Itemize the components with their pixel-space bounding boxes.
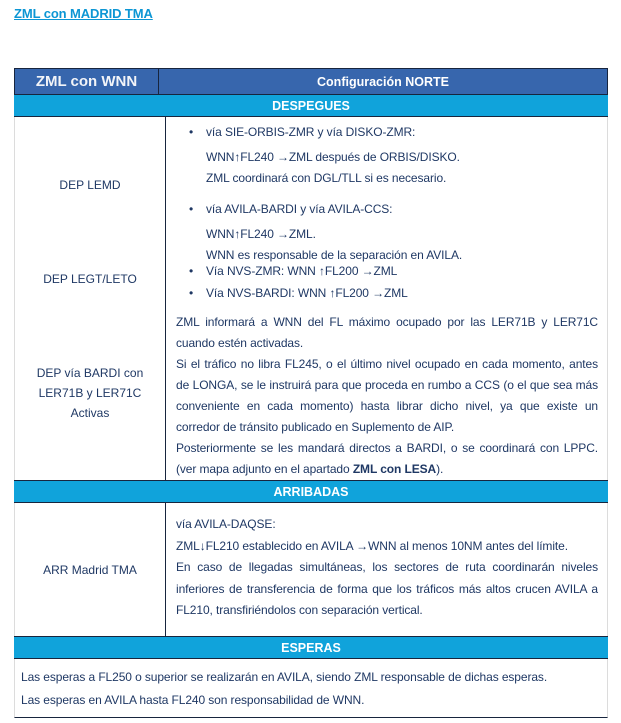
row-content-dep-legt-leto xyxy=(166,252,607,305)
doc-title-link[interactable]: ZML con MADRID TMA xyxy=(14,6,153,21)
bullet-item: • Vía NVS-BARDI: WNN ↑FL200 →ZML xyxy=(176,282,598,304)
table-header-row xyxy=(14,68,608,95)
text-line: ZML↓FL210 establecido en AVILA →WNN al menos 10NM antes del límite. xyxy=(176,538,568,553)
esperas-notes xyxy=(14,659,608,718)
header-cell-sector: ZML con WNN xyxy=(15,69,159,94)
row-dep-lemd xyxy=(14,117,608,262)
header-cell-configuration: Configuración NORTE xyxy=(317,74,449,89)
bullet-item: • Vía NVS-ZMR: WNN ↑FL200 →ZML xyxy=(176,260,598,282)
row-content-arr-madrid-tma xyxy=(166,503,607,636)
row-dep-via-bardi xyxy=(14,305,608,480)
sub-line: WNN↑FL240 →ZML después de ORBIS/DISKO. xyxy=(206,150,460,164)
bullet-item: • vía AVILA-BARDI y vía AVILA-CCS: xyxy=(176,199,598,220)
cross-reference-bold: ZML con LESA xyxy=(352,462,437,476)
section-band-esperas: ESPERAS xyxy=(14,636,608,659)
paragraph: ZML informará a WNN del FL máximo ocupado por las LER71B y LER71C cuando estén activadas. xyxy=(176,315,598,350)
sub-line: ZML coordinará con DGL/TLL si es necesario. xyxy=(206,171,447,185)
paragraph: En caso de llegadas simultáneas, los sectores de ruta coordinarán niveles inferiores de transferencia de forma que los tráficos más altos crucen AVILA a FL210, transfiriéndolos con separación vertical. xyxy=(176,560,598,617)
paragraph xyxy=(176,438,598,480)
row-label-dep-lemd: DEP LEMD xyxy=(15,117,166,252)
row-dep-legt-leto xyxy=(14,252,608,305)
section-band-despegues: DESPEGUES xyxy=(14,95,608,117)
paragraph-text: Posteriormente se les mandará directos a BARDI, o se coordinará con LPPC. (ver mapa adjunto en el apartado xyxy=(176,441,598,476)
paragraph: Si el tráfico no libra FL245, o el último nivel ocupado en cada momento, antes de LONGA, se le instruirá para que proceda en rumbo a CCS (o el que sea más conveniente en cada momento) hasta librar dicho nivel, ya que existe un corredor de tránsito publicado en Suplemento de AIP. xyxy=(176,357,598,434)
row-arr-madrid-tma xyxy=(14,503,608,636)
bullet-item: • vía SIE-ORBIS-ZMR y vía DISKO-ZMR: xyxy=(176,122,598,143)
procedures-table xyxy=(14,68,608,718)
paragraph-text: ). xyxy=(436,462,444,476)
text-line: vía AVILA-DAQSE: xyxy=(176,517,276,531)
row-content-dep-via-bardi xyxy=(166,305,607,480)
row-label-dep-via-bardi: DEP vía BARDI con LER71B y LER71C Activas xyxy=(15,305,166,480)
section-band-arribadas: ARRIBADAS xyxy=(14,480,608,503)
row-label-arr-madrid-tma: ARR Madrid TMA xyxy=(15,503,166,636)
row-content-dep-lemd xyxy=(166,117,607,262)
text-line: Las esperas a FL250 o superior se realizarán en AVILA, siendo ZML responsable de dichas esperas. xyxy=(21,670,548,684)
row-label-dep-legt-leto: DEP LEGT/LETO xyxy=(15,252,166,305)
text-line: Las esperas en AVILA hasta FL240 son responsabilidad de WNN. xyxy=(21,692,365,707)
sub-line: WNN es responsable de la separación en AVILA. xyxy=(206,248,463,262)
sub-line: WNN↑FL240 →ZML. xyxy=(206,227,316,241)
